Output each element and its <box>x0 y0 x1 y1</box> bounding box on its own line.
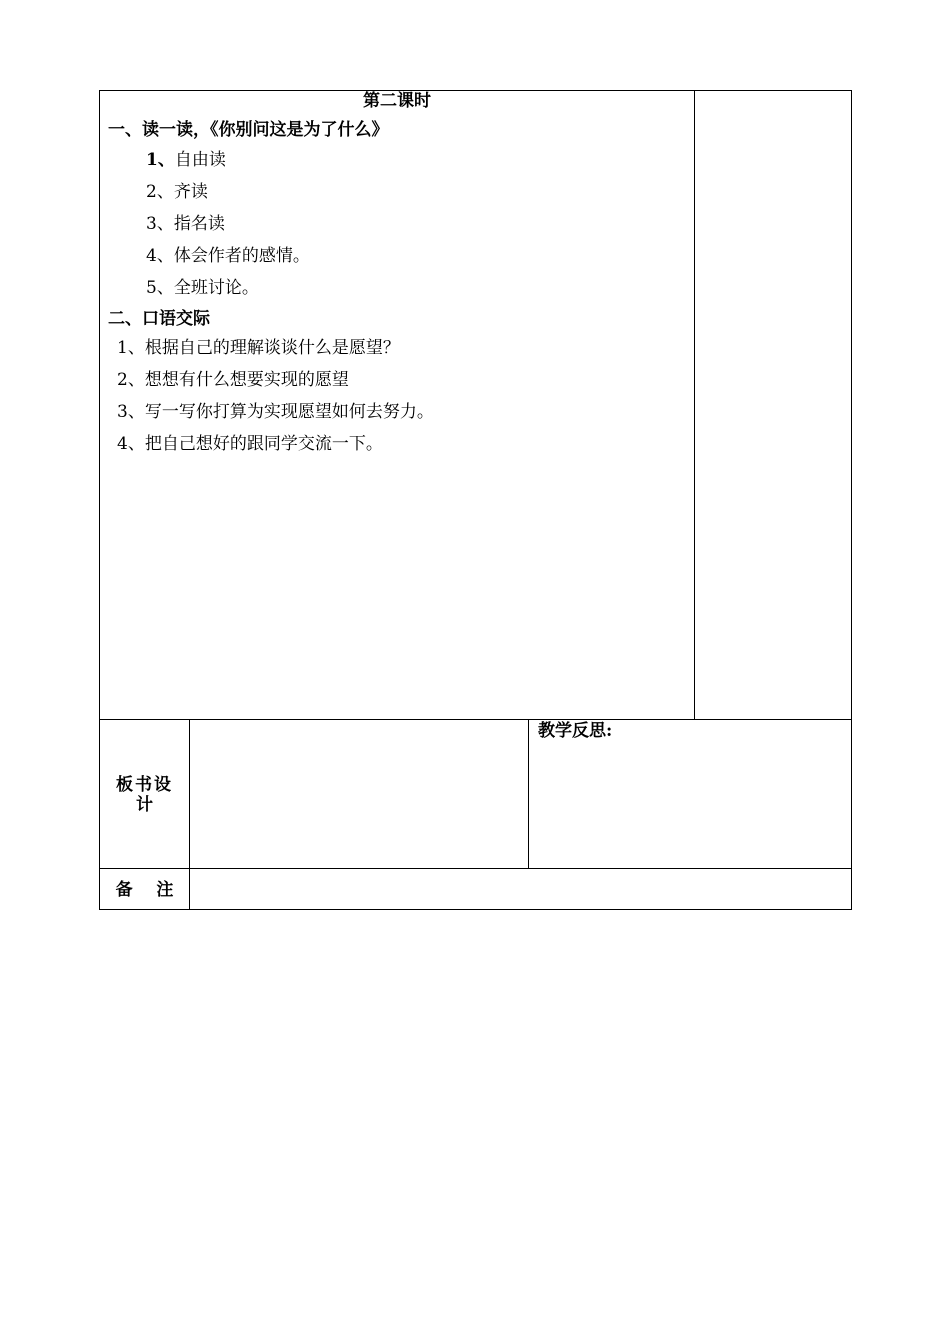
section1-heading: 一、读一读，《你别问这是为了什么》 <box>108 120 389 140</box>
list-item <box>146 246 310 266</box>
list-item <box>117 434 383 454</box>
table-divider-reflection <box>528 719 529 868</box>
list-item-text: 指名读 <box>173 214 225 234</box>
list-item <box>146 214 225 234</box>
list-item-text: 全班讨论。 <box>173 278 259 298</box>
table-divider-side-column <box>694 90 695 719</box>
list-item-number: 2、 <box>117 370 145 390</box>
list-item <box>117 370 349 390</box>
table-border-row1-bottom <box>99 719 852 720</box>
board-design-label <box>100 775 189 815</box>
list-item <box>146 182 208 202</box>
list-item-text: 把自己想好的跟同学交流一下。 <box>144 434 383 454</box>
lesson-title: 第二课时 <box>363 91 431 111</box>
list-item-number: 4、 <box>146 246 174 266</box>
list-item-text: 自由读 <box>174 150 226 170</box>
list-item-number: 2、 <box>146 182 174 202</box>
list-item-number: 1、 <box>117 338 145 358</box>
list-item-text: 写一写你打算为实现愿望如何去努力。 <box>144 402 434 422</box>
list-item-number: 3、 <box>146 214 174 234</box>
list-item-number: 5、 <box>146 278 174 298</box>
list-item-number: 1、 <box>146 150 175 170</box>
board-design-label-line1: 板书设 <box>116 775 173 795</box>
list-item <box>117 402 434 422</box>
list-item-text: 根据自己的理解谈谈什么是愿望？ <box>144 338 400 358</box>
list-item <box>117 338 400 358</box>
reflection-label: 教学反思: <box>538 721 613 741</box>
list-item <box>146 150 226 170</box>
list-item <box>146 278 259 298</box>
table-border-row2-bottom <box>99 868 852 869</box>
list-item-text: 想想有什么想要实现的愿望 <box>144 370 349 390</box>
list-item-number: 3、 <box>117 402 145 422</box>
list-item-number: 4、 <box>117 434 145 454</box>
board-design-label-line2: 计 <box>136 795 153 815</box>
section2-heading: 二、口语交际 <box>108 309 210 329</box>
table-border-bottom <box>99 909 852 910</box>
table-divider-label-column <box>189 719 190 909</box>
notes-label: 备 注 <box>115 880 174 900</box>
table-border-right <box>851 90 852 910</box>
list-item-text: 齐读 <box>173 182 208 202</box>
list-item-text: 体会作者的感情。 <box>173 246 310 266</box>
